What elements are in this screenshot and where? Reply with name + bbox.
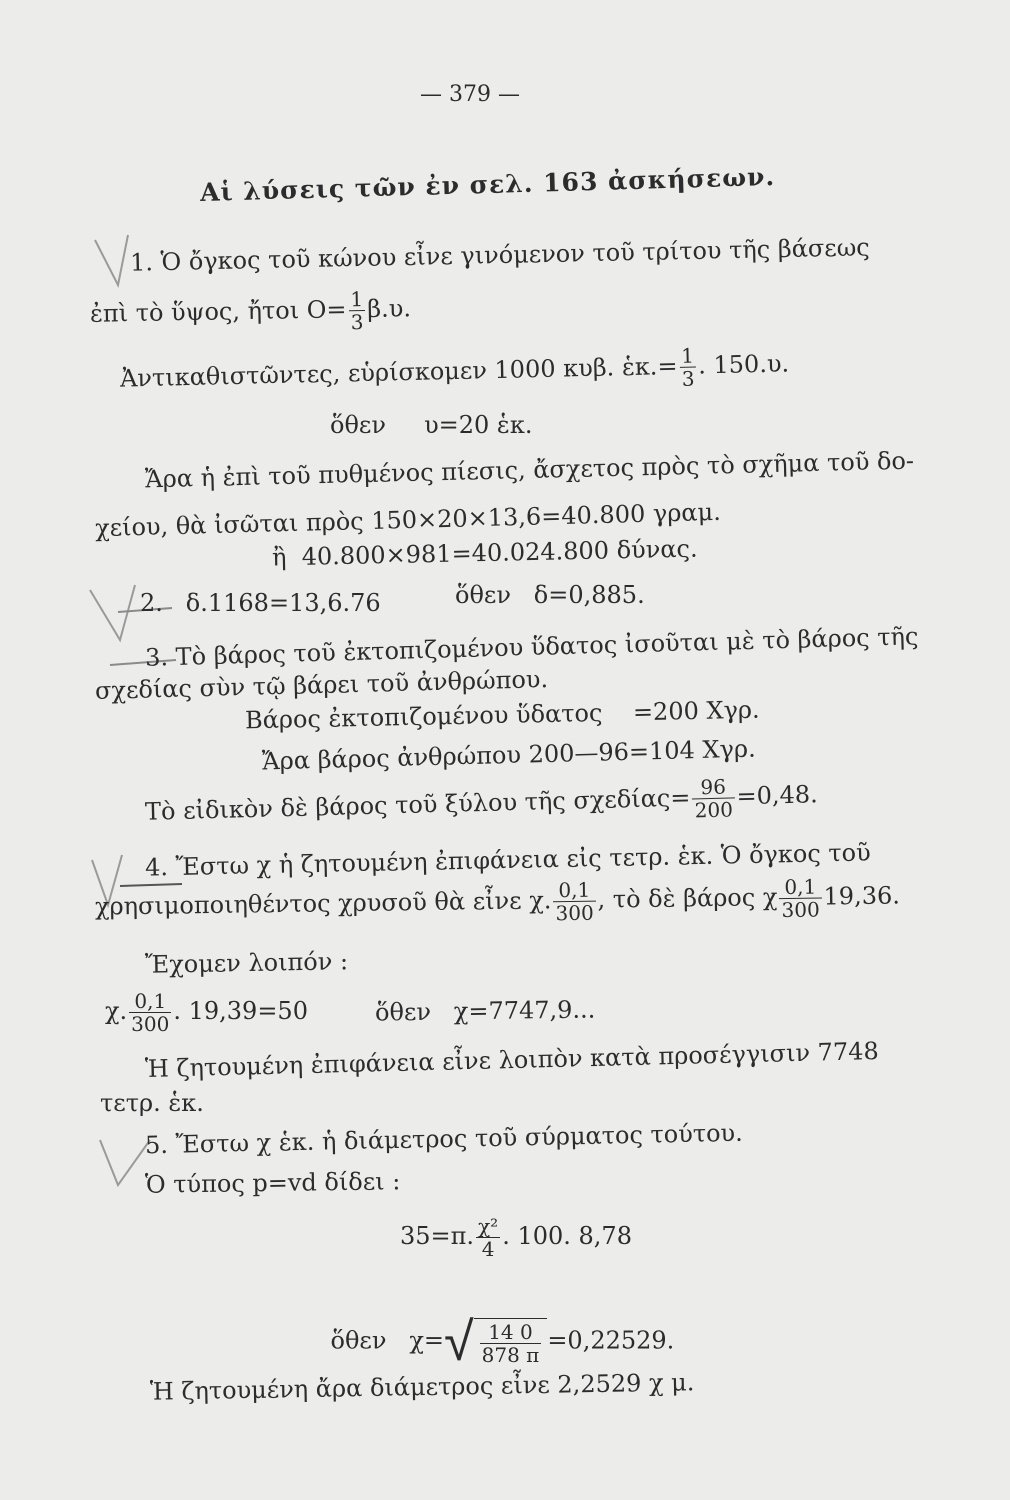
ex3-line5-suffix: =0,48. (736, 780, 819, 811)
ex1-line3 (120, 342, 790, 402)
ex3-line2: σχεδίας σὺν τῷ βάρει τοῦ ἀνθρώπου. (94, 665, 549, 705)
ex1-fraction-1: $\frac{1}{3}$ (350, 287, 364, 335)
ex4-line2-middle: , τὸ δὲ βάρος χ (597, 883, 778, 914)
page-number: — 379 — (420, 82, 520, 107)
ex1-line3-text: Ἀντικαθιστῶντες, εὑρίσκομεν 1000 κυβ. ἑκ.= (119, 351, 678, 393)
ex4-line6: τετρ. ἑκ. (100, 1089, 204, 1117)
ex4-fraction-2: $\frac{0,1}{300}$ (781, 874, 820, 923)
check-mark-2 (90, 585, 135, 640)
ex4-line2-text: χρησιμοποιηθέντος χρυσοῦ θὰ εἶνε χ. (94, 886, 552, 921)
page-heading: Αἱ λύσεις τῶν ἐν σελ. 163 ἀσκήσεων. (199, 161, 776, 208)
check-mark-5 (100, 1140, 150, 1185)
ex3-line5-text: Τὸ εἰδικὸν δὲ βάρος τοῦ ξύλου τῆς σχεδίας= (144, 783, 691, 826)
ex4-line4-suffix: . 19,39=50 (173, 997, 308, 1025)
ex2-line1-a: 2. δ.1168=13,6.76 (140, 589, 381, 617)
ex4-line4-b: ὅθεν χ=7747,9... (374, 995, 596, 1027)
ex5-line4-text: ὅθεν χ= (330, 1326, 444, 1355)
ex2-line1-b: ὅθεν δ=0,885. (455, 581, 645, 609)
ex4-line3: Ἔχομεν λοιπόν : (144, 947, 349, 979)
ex4-line1: 4. Ἔστω χ ἡ ζητουμένη ἐπιφάνεια εἰς τετρ. ἑκ. Ὁ ὄγκος τοῦ (144, 838, 871, 882)
ex5-line3-text: 35=π. (400, 1222, 475, 1250)
ex3-line4: Ἄρα βάρος ἀνθρώπου 200—96=104 Χγρ. (261, 734, 756, 776)
ex4-fraction-3: $\frac{0,1}{300}$ (131, 989, 170, 1036)
ex1-line2-suffix: β.υ. (366, 294, 412, 323)
ex4-line4 (105, 990, 308, 1035)
ex5-line2: Ὁ τύπος p=vd δίδει : (144, 1167, 401, 1199)
ex1-line4: ὅθεν υ=20 ἑκ. (330, 411, 533, 439)
ex4-line4-text: χ. (105, 997, 128, 1025)
ex4-line5: Ἡ ζητουμένη ἐπιφάνεια εἶνε λοιπὸν κατὰ προσέγγισιν 7748 (144, 1037, 880, 1083)
ex1-line6: χείου, θὰ ἰσῶται πρὸς 150×20×13,6=40.800 γραμ. (94, 497, 722, 543)
square-root (443, 1310, 547, 1373)
check-mark-1 (95, 235, 128, 285)
ex3-line3: Βάρος ἐκτοπιζομένου ὕδατος =200 Χγρ. (244, 695, 760, 735)
ex3-line5 (145, 773, 819, 836)
ex5-fraction-1: $\frac{\text{χ²}}{4}$ (478, 1214, 499, 1261)
ex5-line5: Ἡ ζητουμένη ἄρα διάμετρος εἶνε 2,2529 χ μ. (149, 1368, 695, 1406)
ex1-line7: ἢ 40.800×981=40.024.800 δύνας. (271, 534, 698, 572)
ex1-line2 (90, 287, 412, 338)
ex1-line3-suffix: . 150.υ. (697, 349, 790, 380)
ex1-fraction-2: $\frac{1}{3}$ (680, 343, 695, 391)
ex5-line4-suffix: =0,22529. (547, 1326, 675, 1355)
ex5-line3 (400, 1215, 632, 1260)
ex5-line3-suffix: . 100. 8,78 (502, 1222, 632, 1250)
ex3-line1: 3. Τὸ βάρος τοῦ ἐκτοπιζομένου ὕδατος ἰσοῦται μὲ τὸ βάρος τῆς (144, 622, 919, 672)
ex4-fraction-1: $\frac{0,1}{300}$ (555, 877, 594, 926)
ex5-fraction-2: $\frac{14 0}{878 \pi}$ (481, 1320, 540, 1367)
radical-sign-icon: √ (443, 1310, 474, 1373)
ex5-line1: 5. Ἔστω χ ἑκ. ἡ διάμετρος τοῦ σύρματος τούτου. (144, 1118, 744, 1160)
ex1-line1: 1. Ὁ ὄγκος τοῦ κώνου εἶνε γινόμενον τοῦ τρίτου τῆς βάσεως (129, 233, 870, 277)
ex1-line5: Ἄρα ἡ ἐπὶ τοῦ πυθμένος πίεσις, ἄσχετος πρὸς τὸ σχῆμα τοῦ δο- (144, 446, 915, 494)
ex1-line2-text: ἐπὶ τὸ ὕψος, ἤτοι Ο= (89, 295, 347, 328)
ex4-line2 (95, 874, 901, 930)
ex3-fraction: $\frac{96}{200}$ (694, 774, 734, 823)
ex4-line2-suffix: 19,36. (823, 881, 901, 911)
